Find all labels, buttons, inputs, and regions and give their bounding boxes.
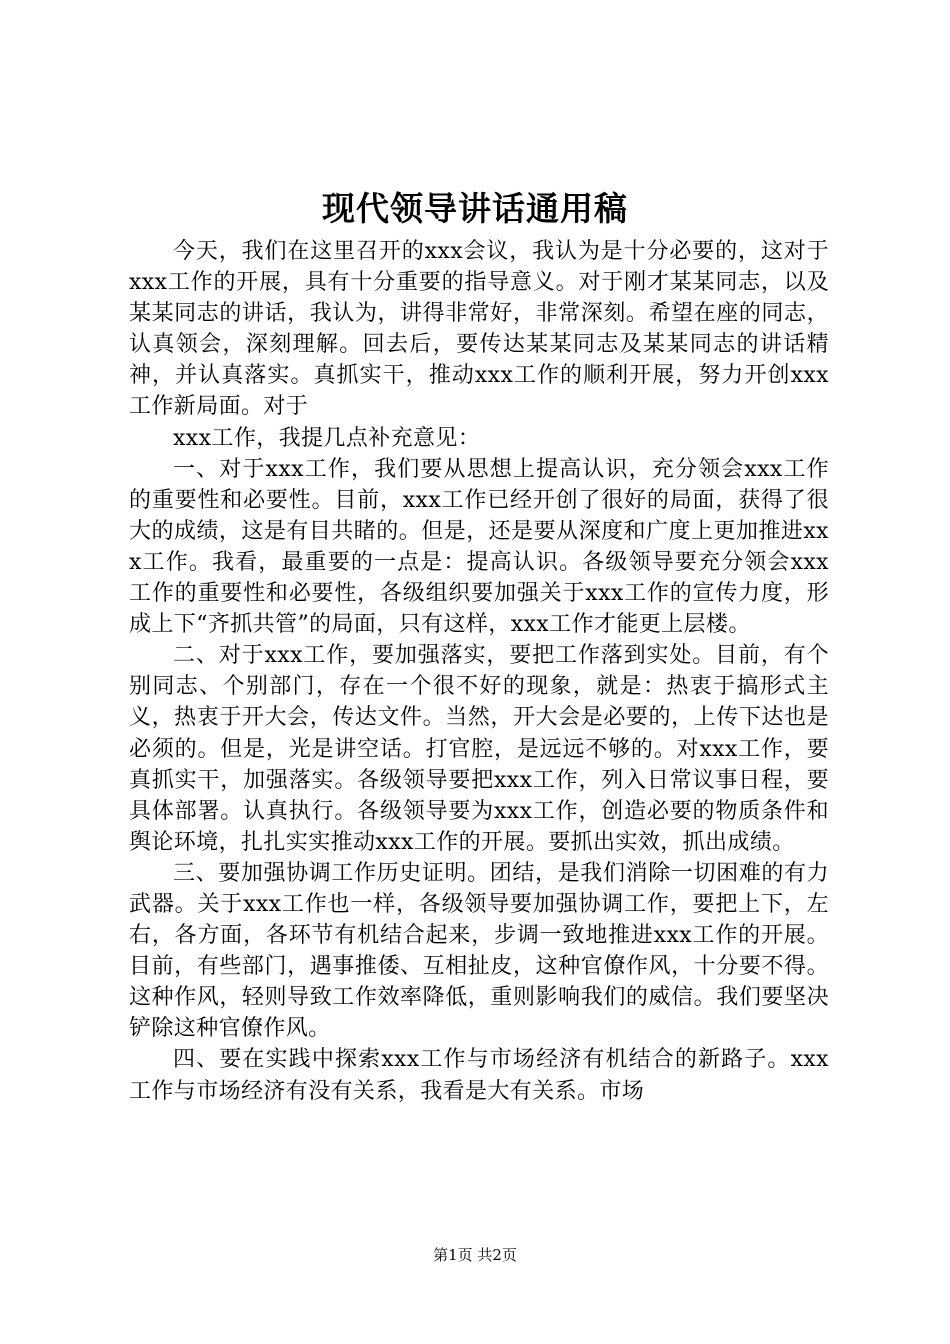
paragraph-point-two: 二、对于xxx工作，要加强落实，要把工作落到实处。目前，有个别同志、个别部门，存在一个很不好的现象，就是：热衷于搞形式主义，热衷于开大会，传达文件。当然，开大会是必要的，上传下达也是必须的。但是，光是讲空话。打官腔，是远远不够的。对xxx工作，要真抓实干，加强落实。各级领导要把xxx工作，列入日常议事日程，要具体部署。认真执行。各级领导要为xxx工作，创造必要的物质条件和舆论环境，扎扎实实推动xxx工作的开展。要抓出实效，抓出成绩。 (129, 643, 829, 855)
paragraph-intro: 今天，我们在这里召开的xxx会议，我认为是十分必要的，这对于xxx工作的开展，具有十分重要的指导意义。对于刚才某某同志，以及某某同志的讲话，我认为，讲得非常好，非常深刻。希望在座的同志，认真领会，深刻理解。回去后，要传达某某同志及某某同志的讲话精神，并认真落实。真抓实干，推动xxx工作的顺利开展，努力开创xxx工作新局面。对于 (129, 239, 829, 420)
paragraph-point-four: 四、要在实践中探索xxx工作与市场经济有机结合的新路子。xxx工作与市场经济有没有关系，我看是大有关系。市场 (129, 1047, 829, 1104)
paragraph-point-three: 三、要加强协调工作历史证明。团结，是我们消除一切困难的有力武器。关于xxx工作也一样，各级领导要加强协调工作，要把上下，左右，各方面，各环节有机结合起来，步调一致地推进xxx工作的开展。目前，有些部门，遇事推倭、互相扯皮，这种官僚作风，十分要不得。这种作风，轻则导致工作效率降低，重则影响我们的威信。我们要坚决铲除这种官僚作风。 (129, 860, 829, 1042)
document-body (129, 236, 829, 1107)
document-title: 现代领导讲话通用稿 (322, 189, 628, 228)
paragraph-intro-continued: xxx工作，我提几点补充意见： (173, 425, 481, 451)
paragraph-point-one: 一、对于xxx工作，我们要从思想上提高认识，充分领会xxx工作的重要性和必要性。目前，xxx工作已经开创了很好的局面，获得了很大的成绩，这是有目共睹的。但是，还是要从深度和广度上更加推进xxx工作。我看，最重要的一点是：提高认识。各级领导要充分领会xxx工作的重要性和必要性，各级组织要加强关于xxx工作的宣传力度，形成上下“齐抓共管”的局面，只有这样，xxx工作才能更上层楼。 (129, 456, 829, 638)
page-number-footer: 第1页 共2页 (433, 1246, 517, 1264)
